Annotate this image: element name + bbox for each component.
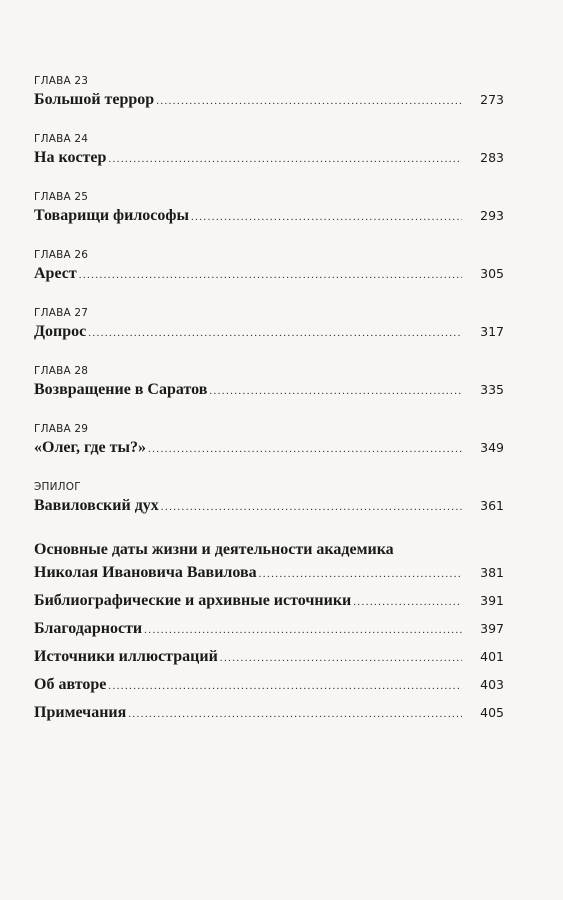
chapter-title: Возвращение в Саратов — [34, 381, 208, 398]
entry-title: Примечания — [34, 704, 127, 721]
page-number: 401 — [480, 649, 504, 664]
entry-line — [34, 673, 504, 696]
toc-entry-about-author — [34, 673, 504, 696]
dot-leader — [191, 205, 462, 229]
toc-entry-notes — [34, 701, 504, 724]
page-number: 349 — [480, 440, 504, 455]
dot-leader — [88, 321, 462, 345]
entry-line — [34, 589, 504, 612]
chapter-label: ГЛАВА 29 — [34, 423, 89, 435]
chapter-title: «Олег, где ты?» — [34, 439, 146, 456]
page-number: 305 — [480, 266, 504, 281]
page-number: 273 — [480, 92, 504, 107]
chapter-label: ГЛАВА 24 — [34, 133, 89, 145]
toc-entry-chapter-26 — [34, 248, 504, 289]
toc-entry-chapter-28 — [34, 364, 504, 405]
chapter-label: ГЛАВА 28 — [34, 365, 89, 377]
toc-entry-illustration-sources — [34, 645, 504, 668]
entry-line — [34, 701, 504, 724]
dot-leader — [108, 675, 462, 698]
chapter-line — [34, 494, 504, 518]
chapter-title: Товарищи философы — [34, 207, 189, 224]
chapter-label: ГЛАВА 27 — [34, 307, 89, 319]
toc-entry-chapter-23 — [34, 74, 504, 115]
dot-leader — [128, 703, 462, 726]
page-number: 397 — [480, 621, 504, 636]
entry-line — [34, 561, 504, 584]
chapter-line — [34, 262, 504, 286]
chapter-line — [34, 378, 504, 402]
entry-title: Источники иллюстраций — [34, 648, 218, 665]
chapter-label: ГЛАВА 26 — [34, 249, 89, 261]
chapter-line — [34, 436, 504, 460]
toc-entry-acknowledgements — [34, 617, 504, 640]
toc-entry-chapter-29 — [34, 422, 504, 463]
dot-leader — [259, 563, 462, 586]
page-number: 403 — [480, 677, 504, 692]
dot-leader — [209, 379, 462, 403]
toc-entry-chapter-27 — [34, 306, 504, 347]
page-number: 317 — [480, 324, 504, 339]
dot-leader — [79, 263, 462, 287]
chapter-label: ГЛАВА 25 — [34, 191, 89, 203]
chapter-title: Большой террор — [34, 91, 155, 108]
dot-leader — [148, 437, 462, 461]
page-number: 405 — [480, 705, 504, 720]
chapter-title: Вавиловский дух — [34, 497, 159, 514]
toc-entry-chapter-24 — [34, 132, 504, 173]
entry-line — [34, 645, 504, 668]
chapter-title: Допрос — [34, 323, 87, 340]
toc-entry-sources — [34, 589, 504, 612]
dot-leader — [220, 647, 462, 670]
dot-leader — [156, 89, 462, 113]
dot-leader — [353, 591, 462, 614]
entry-title: Библиографические и архивные источники — [34, 592, 352, 609]
chapter-title: Арест — [34, 265, 77, 282]
page-number: 361 — [480, 498, 504, 513]
dot-leader — [161, 495, 462, 519]
toc-entry-chronology — [34, 538, 504, 584]
chapter-line — [34, 88, 504, 112]
dot-leader — [108, 147, 462, 171]
page-number: 391 — [480, 593, 504, 608]
chapter-title: На костер — [34, 149, 107, 166]
toc-entry-epilogue — [34, 480, 504, 521]
dot-leader — [144, 619, 462, 642]
entry-title-line-1: Основные даты жизни и деятельности академика — [34, 541, 394, 558]
page-number: 381 — [480, 565, 504, 580]
chapter-line — [34, 320, 504, 344]
table-of-contents — [34, 74, 504, 729]
entry-line — [34, 617, 504, 640]
chapter-line — [34, 204, 504, 228]
page-number: 335 — [480, 382, 504, 397]
chapter-label: ГЛАВА 23 — [34, 75, 89, 87]
entry-title: Об авторе — [34, 676, 107, 693]
entry-title: Николая Ивановича Вавилова — [34, 564, 257, 581]
chapter-line — [34, 146, 504, 170]
entry-title: Благодарности — [34, 620, 143, 637]
page-number: 283 — [480, 150, 504, 165]
page-number: 293 — [480, 208, 504, 223]
chapter-label: ЭПИЛОГ — [34, 481, 81, 493]
toc-entry-chapter-25 — [34, 190, 504, 231]
